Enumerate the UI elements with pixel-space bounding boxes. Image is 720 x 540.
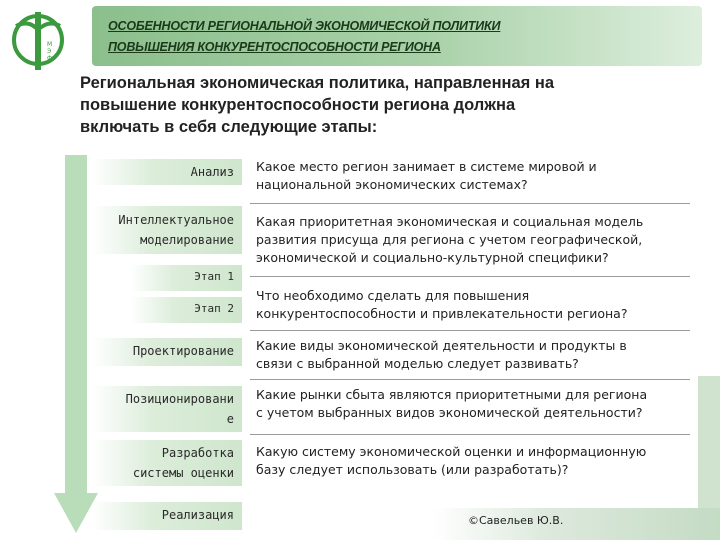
intro-line-2: повышение конкурентоспособности региона должна (80, 96, 516, 114)
stage-design (92, 338, 242, 366)
stage-intellectual-modeling (92, 206, 242, 254)
question-line: национальной экономических системах? (256, 177, 528, 192)
stage-implementation (92, 502, 242, 530)
divider (250, 434, 690, 435)
question-line: развития присуща для региона с учетом географической, (256, 232, 643, 247)
question-line: конкурентоспособности и привлекательности региона? (256, 306, 628, 321)
divider (250, 203, 690, 204)
question-line: связи с выбранной моделью следует развивать? (256, 356, 579, 371)
logo-letter-3: Ф (47, 55, 53, 62)
stage-step-2 (130, 297, 242, 323)
logo-letter-2: Э (47, 48, 52, 55)
slide-title-line-1: ОСОБЕННОСТИ РЕГИОНАЛЬНОЙ ЭКОНОМИЧЕСКОЙ ПОЛИТИКИ (108, 19, 501, 33)
question-line: с учетом выбранных видов экономической деятельности? (256, 405, 643, 420)
stage-label: Интеллектуальное (118, 213, 234, 227)
stage-label: системы оценки (132, 466, 234, 480)
question-design (256, 337, 627, 373)
stage-label: Позиционировани (125, 392, 234, 406)
stage-label: моделирование (140, 233, 234, 247)
question-line: Какое место регион занимает в системе мировой и (256, 159, 597, 174)
intro-line-1: Региональная экономическая политика, направленная на (80, 74, 555, 92)
slide-title (108, 16, 698, 58)
stage-label: е (226, 412, 234, 426)
question-line: Какие виды экономической деятельности и продукты в (256, 338, 627, 353)
university-emblem-icon (6, 6, 76, 76)
stage-label: Разработка (161, 446, 234, 460)
question-evaluation (256, 443, 646, 479)
stage-label: Анализ (190, 165, 234, 179)
question-analysis (256, 158, 597, 194)
question-line: Какую систему экономической оценки и информационную (256, 444, 647, 459)
intro-text (80, 72, 700, 138)
divider (250, 379, 690, 380)
logo-letter-1: М (47, 41, 53, 48)
question-line: Какие рынки сбыта являются приоритетными для региона (256, 387, 648, 402)
stage-label: Этап 1 (194, 270, 234, 283)
stage-label: Этап 2 (194, 302, 234, 315)
slide-title-line-2: ПОВЫШЕНИЯ КОНКУРЕНТОСПОСОБНОСТИ РЕГИОНА (108, 40, 441, 54)
question-positioning (256, 386, 647, 422)
intro-line-3: включать в себя следующие этапы: (80, 118, 378, 136)
stage-evaluation-system (92, 440, 242, 486)
stage-label: Реализация (161, 508, 234, 522)
question-line: Что необходимо сделать для повышения (256, 288, 530, 303)
stage-analysis (92, 159, 242, 185)
question-line: экономической и социально-культурной специфики? (256, 250, 609, 265)
question-line: Какая приоритетная экономическая и социальная модель (256, 214, 644, 229)
question-modeling (256, 213, 643, 267)
question-line: базу следует использовать (или разработать)? (256, 462, 569, 477)
stage-positioning (92, 386, 242, 432)
stage-step-1 (130, 265, 242, 291)
divider (250, 330, 690, 331)
question-competitiveness (256, 287, 627, 323)
stage-label: Проектирование (132, 344, 234, 358)
copyright-text: ©Савельев Ю.В. (468, 514, 564, 527)
divider (250, 276, 690, 277)
